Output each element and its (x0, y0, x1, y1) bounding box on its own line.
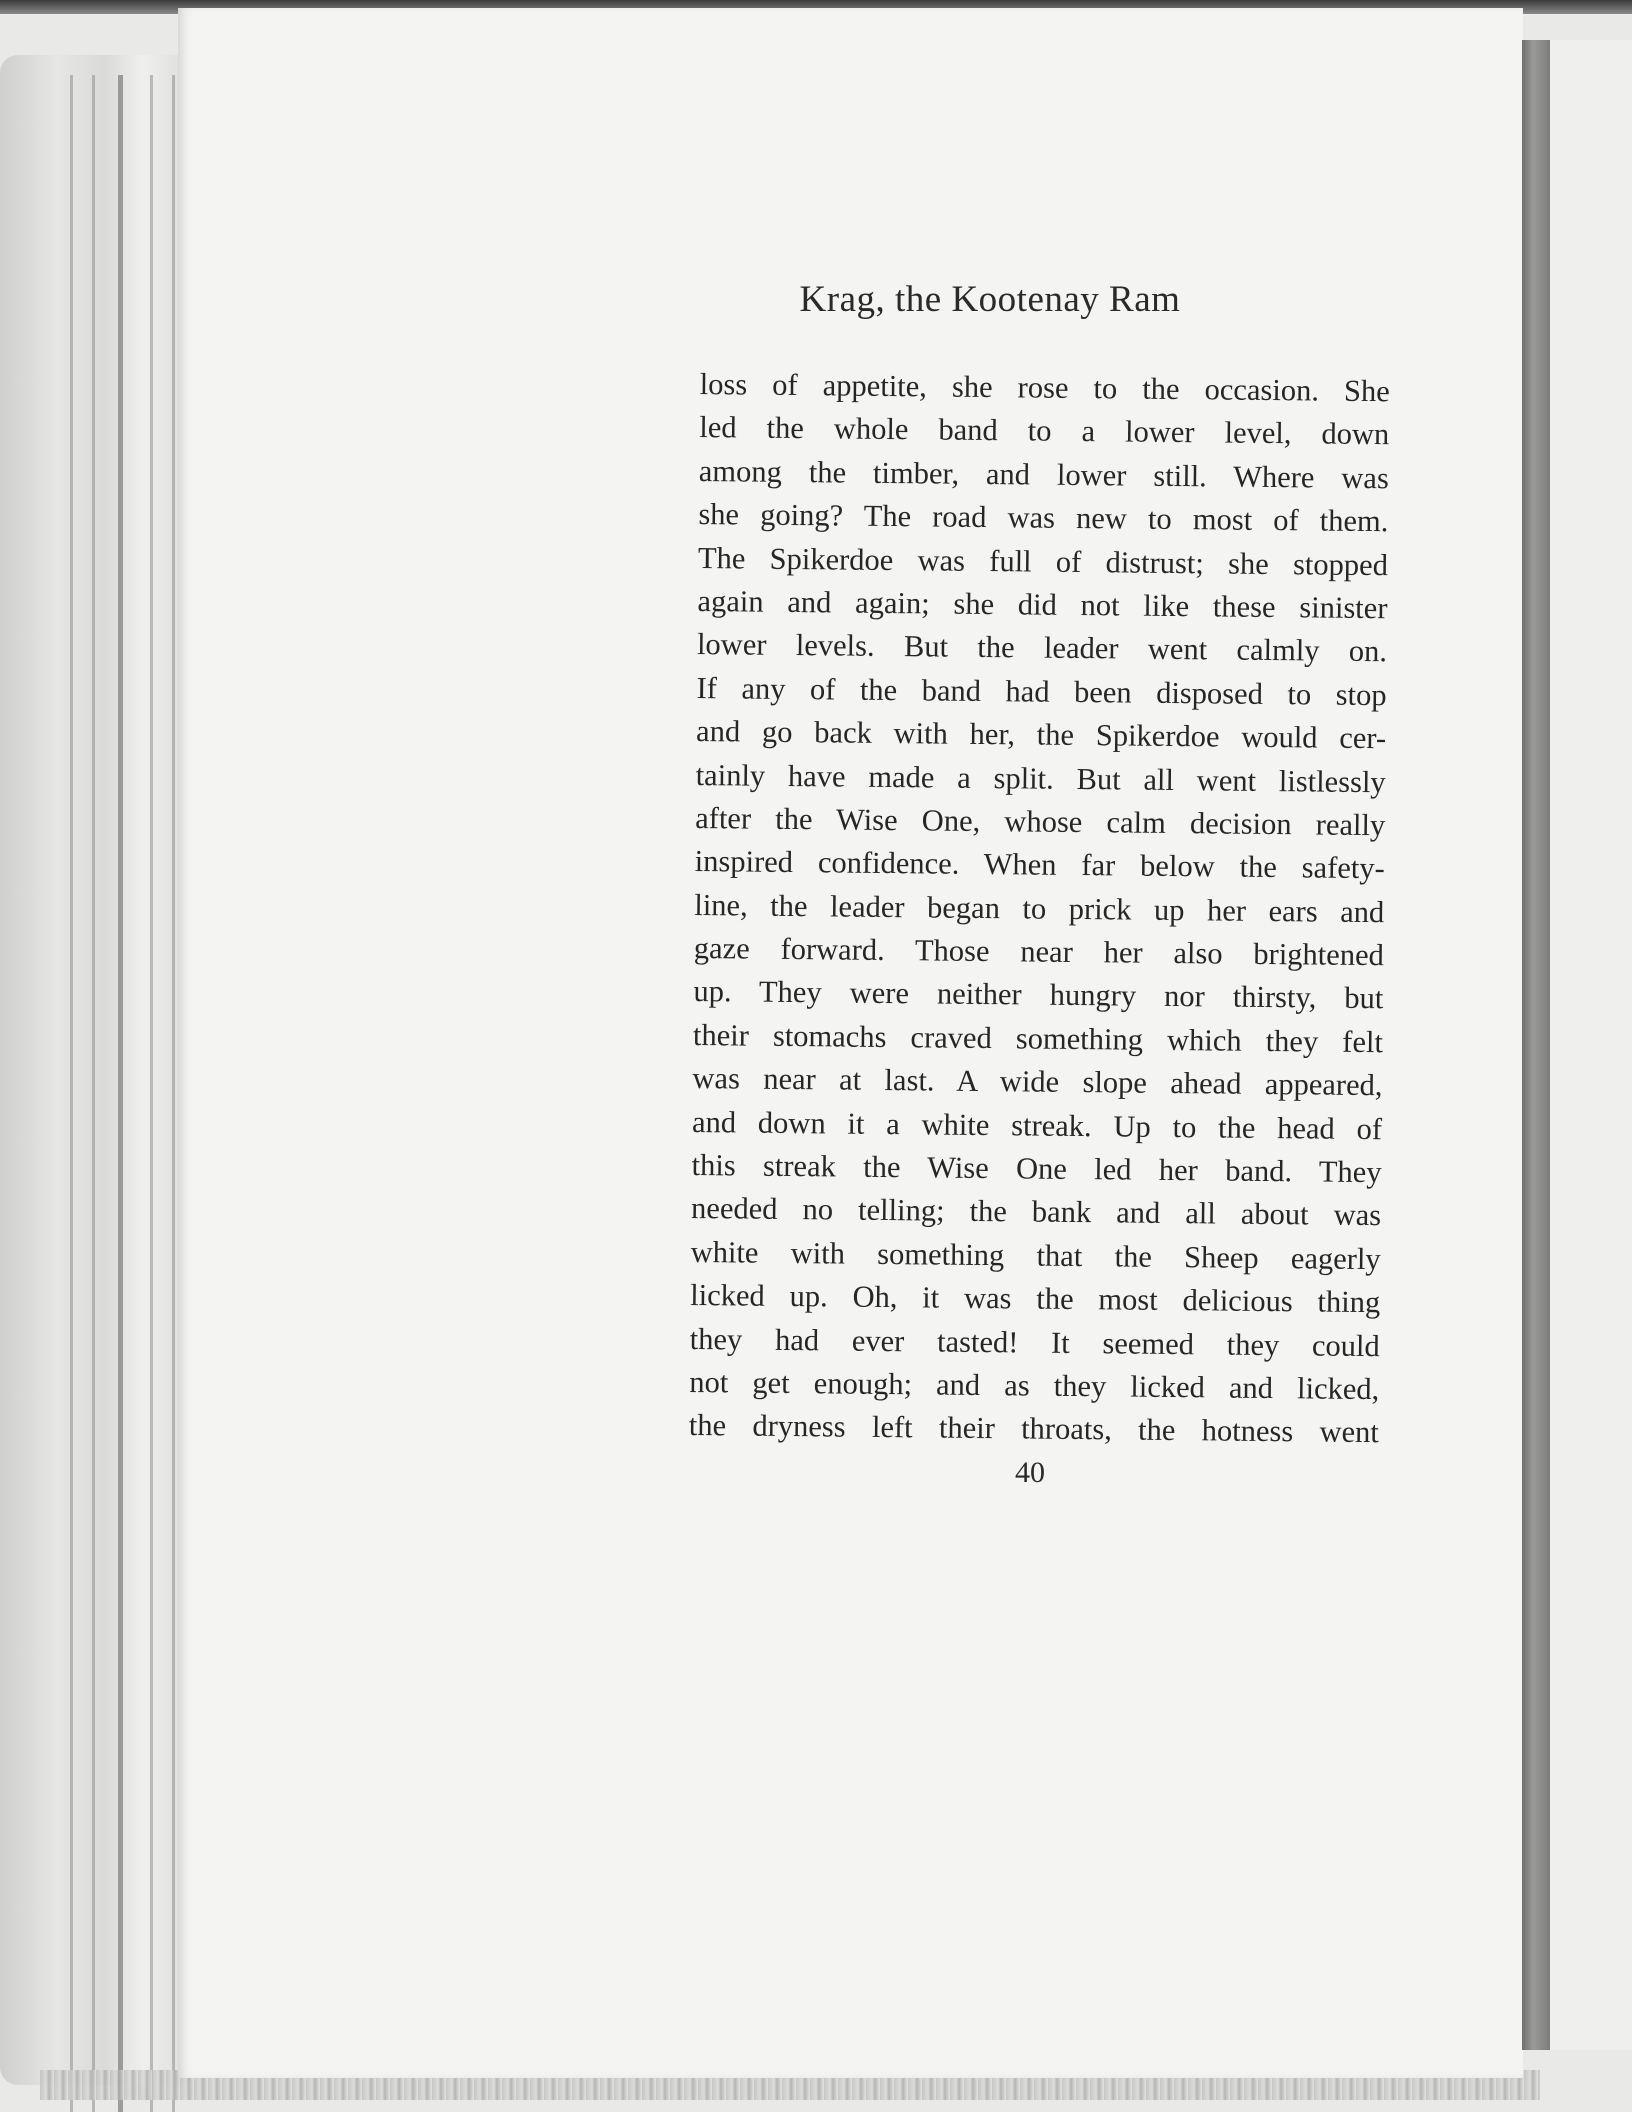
page-number: 40 (1015, 1456, 1045, 1489)
text-line: line, the leader began to prick up her ears and (694, 887, 1385, 929)
book-gutter (1522, 40, 1550, 2050)
text-line: again and again; she did not like these sinister (697, 583, 1388, 626)
page-edge-line (92, 75, 95, 2112)
text-line: led the whole band to a lower level, down (699, 410, 1390, 452)
text-line: licked up. Oh, it was the most delicious thing (690, 1278, 1381, 1320)
text-line: was near at last. A wide slope ahead appeared, (692, 1061, 1383, 1103)
text-line: loss of appetite, she rose to the occasion. She (699, 366, 1390, 409)
text-line: inspired confidence. When far below the safety- (694, 844, 1385, 886)
body-text (689, 363, 1390, 1455)
text-line: needed no telling; the bank and all about was (690, 1191, 1382, 1233)
text-line: and down it a white streak. Up to the head of (691, 1104, 1383, 1146)
text-line: white with something that the Sheep eagerly (690, 1234, 1381, 1276)
text-line: not get enough; and as they licked and licked, (689, 1364, 1380, 1407)
text-line: she going? The road was new to most of them. (698, 497, 1389, 539)
text-line: among the timber, and lower still. Where was (698, 453, 1390, 495)
text-line: tainly have made a split. But all went listlessly (695, 757, 1386, 799)
text-line: they had ever tasted! It seemed they could (689, 1321, 1380, 1363)
page-edge-line (150, 75, 153, 2112)
text-line: If any of the band had been disposed to stop (696, 670, 1387, 712)
text-line: gaze forward. Those near her also brightened (693, 931, 1385, 973)
text-line: lower levels. But the leader went calmly on. (696, 627, 1388, 669)
text-line: the dryness left their throats, the hotness went (688, 1408, 1380, 1450)
running-head: Krag, the Kootenay Ram (799, 279, 1181, 320)
text-line: after the Wise One, whose calm decision really (695, 800, 1386, 843)
facing-page-edge (1550, 40, 1632, 2050)
text-line: The Spikerdoe was full of distrust; she stopped (697, 540, 1389, 582)
page-edge-line (70, 75, 73, 2112)
text-line: up. They were neither hungry nor thirsty, but (693, 974, 1384, 1016)
text-line: and go back with her, the Spikerdoe would cer- (695, 714, 1387, 756)
page-edge-line (172, 75, 175, 2112)
page-edge-line (118, 75, 123, 2112)
text-line: this streak the Wise One led her band. They (691, 1147, 1382, 1190)
page-stack-edges (0, 55, 190, 2085)
text-line: their stomachs craved something which they felt (692, 1017, 1384, 1060)
